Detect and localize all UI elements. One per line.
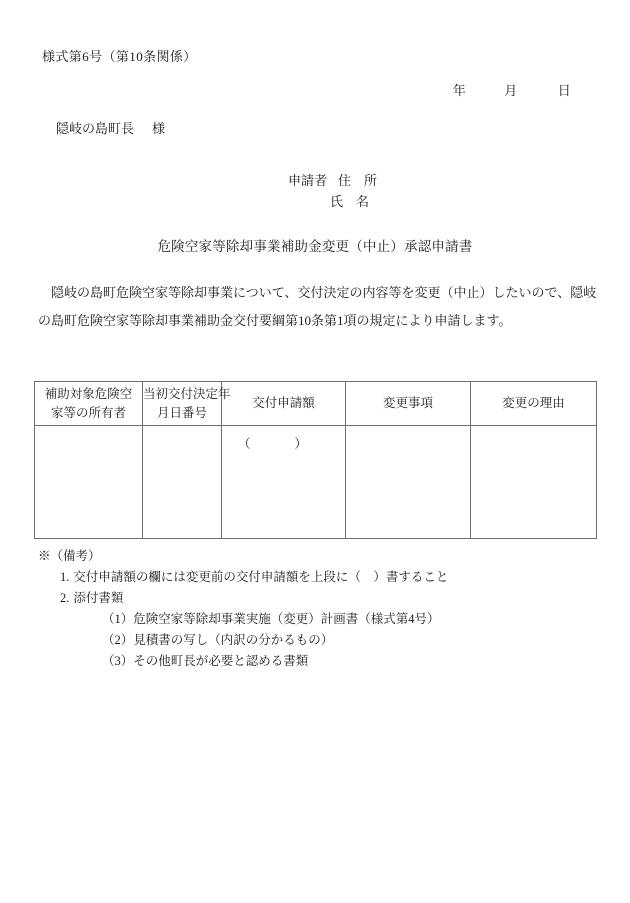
header-original-decision-line1: 当初交付決定年: [143, 386, 231, 401]
header-change-items-line1: 変更事項: [382, 396, 433, 410]
note-item-2: [38, 588, 448, 609]
header-grant-amount-line1: 交付申請額: [252, 396, 315, 410]
applicant-label: 申請者: [288, 173, 328, 188]
attachment-item-3-number: （3）: [102, 654, 134, 668]
date-year-label: 年: [452, 83, 466, 98]
form-number: 様式第6号（第10条関係）: [42, 49, 197, 64]
addressee-honorific: 様: [152, 121, 166, 136]
note-item-2-text: 添付書類: [73, 591, 124, 605]
applicant-name-row: [288, 191, 377, 212]
attachment-item-3-text: その他町長が必要と認める書類: [133, 654, 309, 668]
attachment-item-2: [38, 630, 448, 651]
grant-amount-paren-group: [222, 426, 345, 452]
grant-amount-open-paren: （: [238, 437, 251, 451]
applicant-address-row: [288, 170, 377, 191]
date-line: [0, 80, 588, 99]
attachment-item-2-text: 見積書の写し（内訳の分かるもの）: [133, 633, 334, 647]
header-original-decision-line2: 月日番号: [156, 405, 207, 420]
table-row: [35, 426, 597, 539]
applicant-block: [288, 170, 377, 212]
addressee: [56, 118, 165, 137]
notes-section: [38, 546, 448, 672]
grant-amount-close-paren: ）: [294, 437, 308, 451]
note-item-1: [38, 567, 448, 588]
header-owner-line1: 補助対象危険空: [44, 386, 133, 401]
applicant-name-label: 氏 名: [330, 194, 370, 209]
note-item-2-number: 2.: [60, 591, 70, 605]
date-day-label: 日: [557, 83, 571, 98]
header-change-reason-line1: 変更の理由: [502, 396, 565, 410]
notes-heading: ※（備考）: [38, 549, 101, 563]
header-change-items: [346, 382, 471, 426]
header-change-reason: [471, 382, 597, 426]
cell-change-reason[interactable]: [471, 426, 597, 539]
application-table: [34, 381, 597, 539]
page-title: 危険空家等除却事業補助金変更（中止）承認申請書: [157, 239, 473, 254]
note-item-1-number: 1.: [60, 570, 70, 584]
applicant-address-label: 住 所: [338, 173, 378, 188]
attachment-item-1-number: （1）: [102, 612, 134, 626]
note-item-1-text: 交付申請額の欄には変更前の交付申請額を上段に（ ）書すること: [73, 570, 449, 584]
cell-grant-amount[interactable]: [222, 426, 346, 539]
body-line-2: の島町危険空家等除却事業補助金交付要綱第10条第1項の規定により申請します。: [38, 313, 512, 328]
cell-original-decision[interactable]: [143, 426, 222, 539]
cell-change-items[interactable]: [346, 426, 471, 539]
table-header-row: [35, 382, 597, 426]
header-owner-line2: 家等の所有者: [50, 405, 126, 420]
header-owner: [35, 382, 143, 426]
attachment-item-1-text: 危険空家等除却事業実施（変更）計画書（様式第4号）: [133, 612, 440, 626]
date-month-label: 月: [504, 83, 518, 98]
attachment-item-1: [38, 609, 448, 630]
attachment-item-3: [38, 651, 448, 672]
header-original-decision: [143, 382, 231, 426]
addressee-name: 隠岐の島町長: [56, 121, 135, 136]
cell-owner[interactable]: [35, 426, 143, 539]
attachment-item-2-number: （2）: [102, 633, 134, 647]
body-line-1: 隠岐の島町危険空家等除却事業について、交付決定の内容等を変更（中止）したいので、隠岐: [51, 285, 597, 300]
header-grant-amount: [222, 382, 346, 426]
body-paragraph: [38, 279, 597, 335]
